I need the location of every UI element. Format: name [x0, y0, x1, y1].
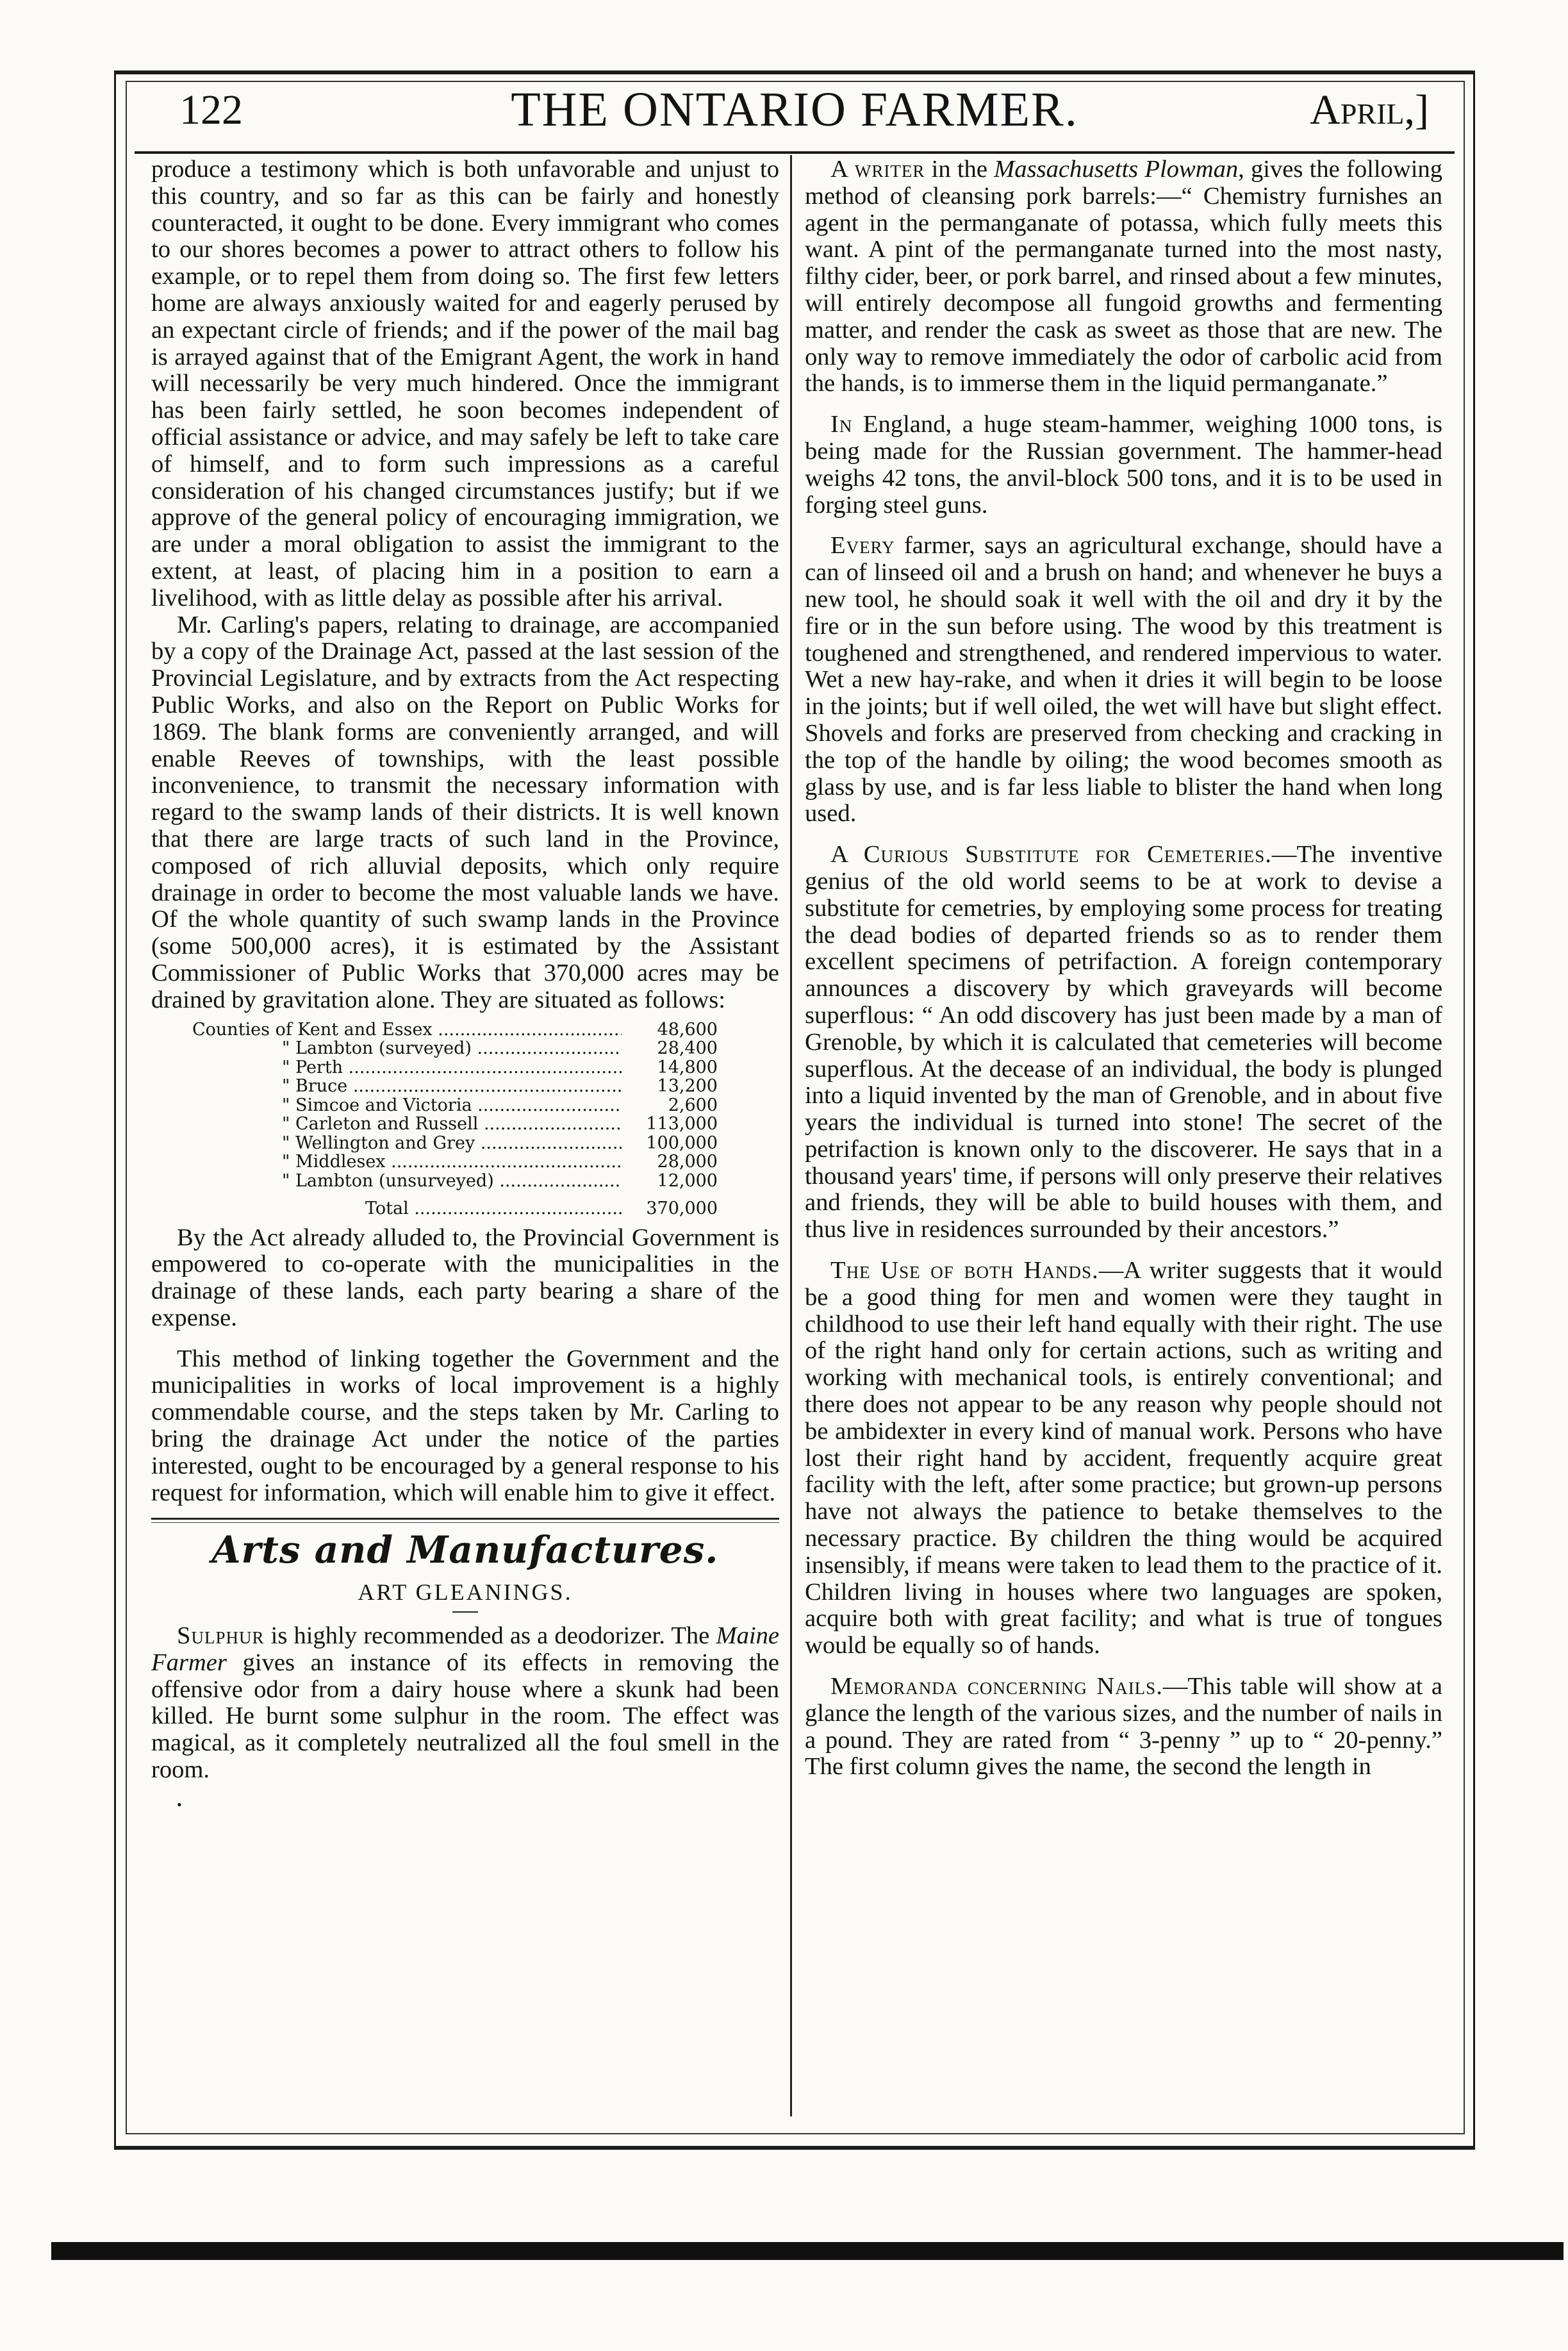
section-rule-thin: [151, 1522, 779, 1523]
journal-title: THE ONTARIO FARMER.: [511, 83, 1078, 137]
column-divider: [790, 155, 792, 2116]
pork-barrels-paragraph: A writer in the Massachusetts Plowman, gives the following method of cleansing pork barrels:—“ Chemistry furnishes an agent in the permanganate of potassa, which fully meets this want. A pint of the permanganate turned into the most nasty, filthy cider, beer, or pork barrel, and rinsed about a few minutes, will entirely decompose all fungoid growths and fermenting matter, and render the cask as sweet as those that are new. The only way to remove immediately the odor of carbolic acid from the hands, is to immerse them in the liquid permanganate.”: [805, 156, 1442, 397]
table-row: " Simcoe and Victoria ..... 2,600: [192, 1096, 718, 1115]
page-number: 122: [179, 87, 243, 133]
table-row: " Carleton and Russell ..... 113,000: [192, 1115, 718, 1134]
both-hands-paragraph: The Use of both Hands.—A writer suggests that it would be a good thing for men and women were they taught in childhood to use their left hand equally with their right. The use of the right hand only for certain actions, such as writing and working with mechanical tools, is entirely conventional; and there does not appear to be any reason why people should not be ambidexter in every kind of manual work. Persons who have lost their right hand by accident, frequently acquire great facility with the left, after some practice; but grown-up persons have not always the patience to betake themselves to the necessary practice. By children the thing would be acquired insensibly, if means were taken to lead them to the practice of it. Children living in houses where two languages are spoken, acquire both with great facility; and what is true of tongues would be equally so of hands.: [805, 1257, 1442, 1659]
immigration-paragraph: produce a testimony which is both unfavorable and unjust to this country, and so far as this can be fairly and honestly counteracted, it ought to be done. Every immigrant who comes to our shores becomes a power to attract others to follow his example, or to repel them from doing so. The first few letters home are always anxiously waited for and eagerly perused by an expectant circle of friends; and if the power of the mail bag is arrayed against that of the Emigrant Agent, the work in hand will necessarily be very much hindered. Once the immigrant has been fairly settled, he soon becomes independent of official assistance or advice, and may safely be left to take care of himself, and to form such impressions as a careful consideration of his changed circumstances justify; but if we approve of the general policy of encouraging immigration, we are under a moral obligation to assist the immigrant to the extent, at least, of placing him in a position to earn a livelihood, with as little delay as possible after his arrival.: [151, 156, 779, 611]
table-row: " Lambton (surveyed) ..... 28,400: [192, 1039, 718, 1058]
subsection-title: ART GLEANINGS.: [358, 1579, 573, 1606]
table-row: Counties of Kent and Essex ..... 48,600: [192, 1020, 718, 1040]
cemeteries-paragraph: A Curious Substitute for Cemeteries.—The inventive genius of the old world seems to be at work to devise a substitute for cemetries, by employing some process for treating the dead bodies of departed friends so as to render them excellent specimens of petrifaction. A foreign contemporary announces a discovery by which graveyards will become superflous: “ An odd discovery has just been made by a man of Grenoble, by which it is calculated that cemeteries will become superflous. At the decease of an individual, the body is plunged into a liquid invented by the man of Grenoble, and in about five years the individual is turned into stone! The secret of the petrifaction is known only to the discoverer. He says that in a thousand years' time, if persons will only preserve their relatives and friends, they will be able to build houses with them, and thus live in residences surrounded by their ancestors.”: [805, 841, 1442, 1243]
issue-month: April,]: [1310, 87, 1429, 133]
table-total-row: Total ..... 370,000: [192, 1199, 718, 1218]
footer-bullet: •: [177, 1796, 182, 1813]
right-column: [805, 156, 1442, 1781]
table-row: " Bruce ..... 13,200: [192, 1077, 718, 1096]
left-column: [151, 156, 779, 1818]
scan-edge-bar: [51, 2237, 1564, 2265]
table-row: " Perth ..... 14,800: [192, 1058, 718, 1077]
drainage-paragraph: Mr. Carling's papers, relating to drainage, are accompanied by a copy of the Drainage Act, passed at the last session of the Provincial Legislature, and by extracts from the Act respecting Public Works, and also on the Report on Public Works for 1869. The blank forms are conveniently arranged, and will enable Reeves of townships, with the least possible inconvenience, to transmit the necessary information with regard to the swamp lands of their districts. It is well known that there are large tracts of such land in the Province, composed of rich alluvial deposits, which only require drainage in order to become the most valuable lands we have. Of the whole quantity of such swamp lands in the Province (some 500,000 acres), it is estimated by the Assistant Commissioner of Public Works that 370,000 acres may be drained by gravitation alone. They are situated as follows:: [151, 611, 779, 1013]
sulphur-paragraph: Sulphur is highly recommended as a deodorizer. The Maine Farmer gives an instance of its effects in removing the offensive odor from a dairy house where a skunk had been killed. He burnt some sulphur in the room. The effect was magical, as it completely neutralized all the foul smell in the room.: [151, 1622, 779, 1784]
running-head: [135, 82, 1455, 149]
header-rule: [135, 151, 1455, 154]
steam-hammer-paragraph: In England, a huge steam-hammer, weighing 1000 tons, is being made for the Russian government. The hammer-head weighs 42 tons, the anvil-block 500 tons, and it is to be used in forging steel guns.: [805, 411, 1442, 519]
table-row: " Wellington and Grey ..... 100,000: [192, 1134, 718, 1153]
cooperation-paragraph: By the Act already alluded to, the Provincial Government is empowered to co-operate with the municipalities in the drainage of these lands, each party bearing a share of the expense.: [151, 1224, 779, 1331]
section-title: Arts and Manufactures.: [211, 1528, 719, 1572]
nails-paragraph: Memoranda concerning Nails.—This table will show at a glance the length of the various sizes, and the number of nails in a pound. They are rated from “ 3-penny ” up to “ 20-penny.” The first column gives the name, the second the length in: [805, 1673, 1442, 1781]
section-rule: [151, 1518, 779, 1520]
swamp-lands-table: [192, 1020, 718, 1218]
linseed-oil-paragraph: Every farmer, says an agricultural exchange, should have a can of linseed oil and a brush on hand; and whenever he buys a new tool, he should soak it well with the oil and dry it by the fire or in the sun before using. The wood by this treatment is toughened and strengthened, and rendered impervious to water. Wet a new hay-rake, and when it dries it will begin to be loose in the joints; but if well oiled, the wet will have but slight effect. Shovels and forks are preserved from checking and cracking in the top of the handle by oiling; the wood becomes smooth as glass by use, and is far less liable to blister the hand when long used.: [805, 532, 1442, 827]
table-row: " Lambton (unsurveyed) ..... 12,000: [192, 1172, 718, 1191]
commendation-paragraph: This method of linking together the Government and the municipalities in works of local improvement is a highly commendable course, and the steps taken by Mr. Carling to bring the drainage Act under the notice of the parties interested, ought to be encouraged by a general response to his request for information, which will enable him to give it effect.: [151, 1345, 779, 1506]
table-row: " Middlesex ..... 28,000: [192, 1152, 718, 1172]
title-dash: [452, 1611, 478, 1613]
